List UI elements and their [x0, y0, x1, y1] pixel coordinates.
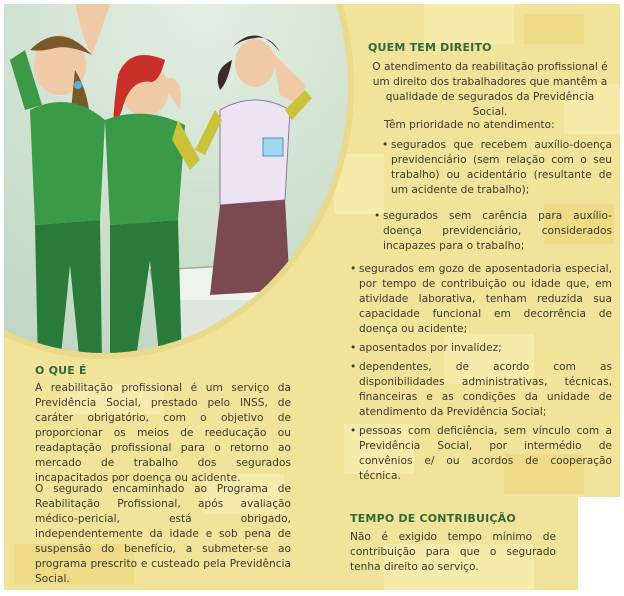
priority-list-mid — [374, 209, 612, 258]
list-item: • segurados sem carência para auxílio-doença previdenciário, considerados incapazes para o trabalho; — [374, 209, 612, 254]
list-item: • dependentes, de acordo com as disponibilidades administrativas, técnicas, financeiras e as condições da unidade de atendimento da Previdência Social; — [350, 360, 612, 420]
workers-illustration — [4, 4, 354, 359]
list-item: • pessoas com deficiência, sem vínculo com a Previdência Social, por intermédio de convênios e/ ou acordos de cooperação técnica. — [350, 424, 612, 484]
list-item: • aposentados por invalidez; — [350, 341, 612, 356]
quem-intro: O atendimento da reabilitação profissional é um direito dos trabalhadores que mantêm a qualidade de segurados da Previdência Social. — [372, 61, 608, 118]
priority-list-main — [350, 262, 612, 488]
quem-tem-direito-title: QUEM TEM DIREITO — [368, 41, 492, 54]
list-item: • segurados em gozo de aposentadoria especial, por tempo de contribuição ou idade que, em atividade laborativa, tenham reduzida sua capacidade funcional em decorrência de doença ou acidente; — [350, 262, 612, 337]
brochure-page — [4, 4, 620, 590]
tempo-title: TEMPO DE CONTRIBUIÇÃO — [350, 512, 516, 525]
priority-label: Têm prioridade no atendimento: — [384, 119, 555, 131]
illustration-circle — [4, 4, 354, 359]
o-que-e-paragraph-1: A reabilitação profissional é um serviço da Previdência Social, prestado pelo INSS, de caráter obrigatório, com o objetivo de proporcionar os meios de reeducação ou readaptação profissional para o retorno ao mercado de trabalho dos segurados incapacitados por doença ou acidente. — [35, 382, 291, 484]
o-que-e-title: O QUE É — [35, 364, 87, 377]
list-item: • segurados que recebem auxílio-doença previdenciário (sem relação com o seu trabalho) ou acidentário (resultante de um acidente de trabalho); — [382, 138, 612, 198]
tempo-paragraph: Não é exigido tempo mínimo de contribuição para que o segurado tenha direito ao serviço. — [350, 531, 556, 573]
priority-list-top — [382, 138, 612, 202]
o-que-e-paragraph-2: O segurado encaminhado ao Programa de Reabilitação Profissional, após avaliação médico-pericial, está obrigado, independentemente da idade e sob pena de suspensão do benefício, a submeter-se ao programa prescrito e custeado pela Previdência Social. — [35, 483, 291, 585]
